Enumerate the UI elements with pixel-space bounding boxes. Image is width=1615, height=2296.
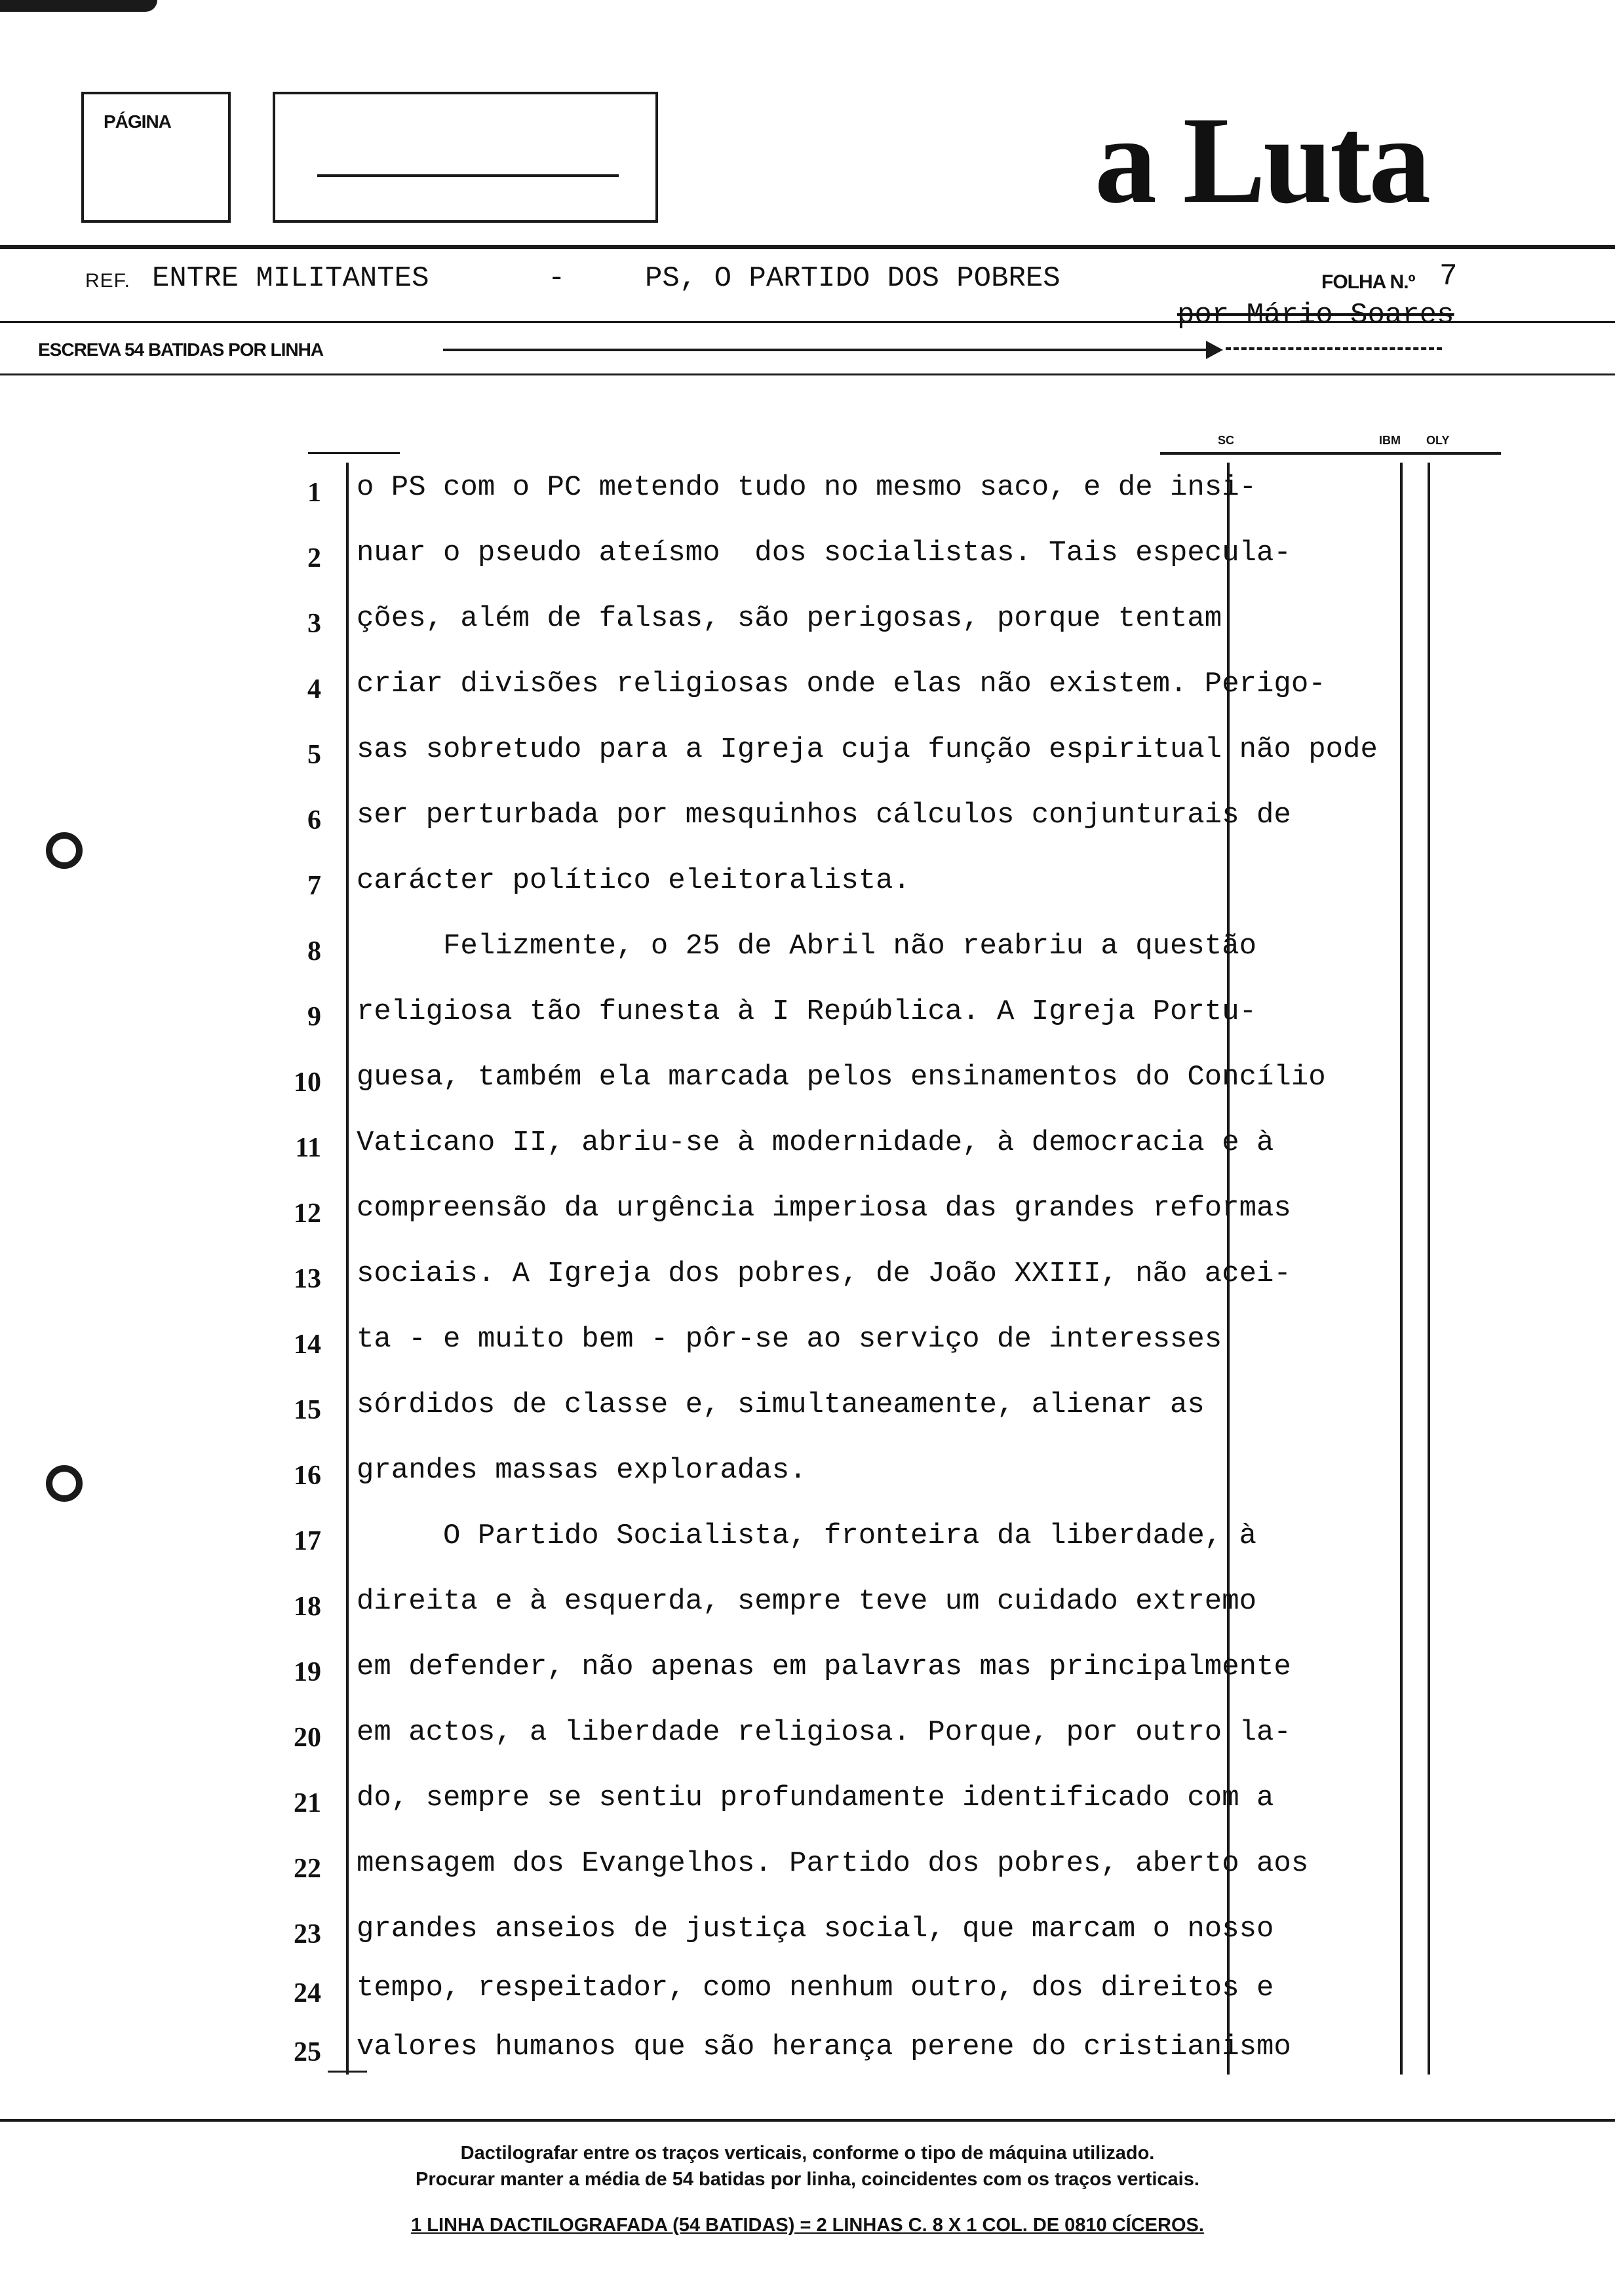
line-number: 11 (295, 1133, 321, 1163)
typed-line: mensagem dos Evangelhos. Partido dos pobres, aberto aos (357, 1847, 1309, 1880)
ruler-label-sc: SC (1218, 434, 1235, 447)
footer-line-2: Procurar manter a média de 54 batidas por linha, coincidentes com os traços verticais. (416, 2169, 1199, 2190)
instruction-arrow-head (1206, 341, 1223, 359)
typing-instruction: ESCREVA 54 BATIDAS POR LINHA (38, 339, 324, 360)
header-rule-top (0, 245, 1615, 249)
line-number: 17 (294, 1526, 321, 1556)
line-number: 8 (307, 936, 321, 966)
footer-line-3: 1 LINHA DACTILOGRAFADA (54 BATIDAS) = 2 LINHAS C. 8 X 1 COL. DE 0810 CÍCEROS. (411, 2215, 1204, 2236)
typed-line: direita e à esquerda, sempre teve um cuidado extremo (357, 1585, 1257, 1618)
line-number: 14 (294, 1330, 321, 1360)
line-number: 21 (294, 1788, 321, 1818)
header-rule-bottom (0, 373, 1615, 375)
newspaper-logo: a Luta (1095, 92, 1429, 229)
line-number: 10 (294, 1067, 321, 1098)
pagina-box (81, 92, 231, 223)
instruction-arrow-line (443, 349, 1214, 351)
line-number: 1 (307, 478, 321, 508)
typed-line (357, 539, 1291, 567)
author-byline: por Mário Soares (1177, 299, 1454, 332)
line-number: 13 (294, 1264, 321, 1294)
punch-hole-bottom (46, 1465, 83, 1502)
line-number: 15 (294, 1395, 321, 1425)
typed-line: Vaticano II, abriu-se à modernidade, à democracia e à (357, 1126, 1274, 1159)
pagina-label: PÁGINA (104, 111, 171, 132)
ref-subtitle: PS, O PARTIDO DOS POBRES (645, 262, 1060, 295)
line-number: 19 (294, 1657, 321, 1687)
line-number: 16 (294, 1461, 321, 1491)
typed-line: ta - e muito bem - pôr-se ao serviço de interesses (357, 1323, 1222, 1356)
ruler-left-bottom (328, 2071, 367, 2073)
margin-rule-ibm (1400, 463, 1403, 2075)
folha-label: FOLHA N.º (1321, 271, 1415, 293)
line-number: 23 (294, 1919, 321, 1949)
typed-line: sórdidos de classe e, simultaneamente, alienar as (357, 1388, 1205, 1421)
typed-line: o PS com o PC metendo tudo no mesmo saco, e de insi- (357, 471, 1257, 504)
footer-rule (0, 2119, 1615, 2122)
line-number: 22 (294, 1854, 321, 1884)
ref-separator: - (548, 262, 566, 295)
line-number: 4 (307, 674, 321, 704)
typed-line: Felizmente, o 25 de Abril não reabriu a questão (357, 930, 1257, 963)
typed-line: compreensão da urgência imperiosa das grandes reformas (357, 1192, 1291, 1225)
line-number: 7 (307, 871, 321, 901)
ruler-label-oly: OLY (1426, 434, 1450, 447)
typed-line: ser perturbada por mesquinhos cálculos conjunturais de (357, 799, 1291, 832)
typed-line: criar divisões religiosas onde elas não existem. Perigo- (357, 668, 1326, 700)
line-number: 6 (307, 805, 321, 835)
typed-line: em actos, a liberdade religiosa. Porque, por outro la- (357, 1716, 1291, 1749)
ref-title: ENTRE MILITANTES (152, 262, 429, 295)
line-number: 9 (307, 1002, 321, 1032)
instruction-dashed-continuation (1226, 347, 1442, 350)
line-number: 2 (307, 543, 321, 573)
footer-line-1: Dactilografar entre os traços verticais, conforme o tipo de máquina utilizado. (460, 2143, 1155, 2164)
typed-line: grandes anseios de justiça social, que marcam o nosso (357, 1913, 1274, 1945)
line-number: 25 (294, 2037, 321, 2067)
line-number: 5 (307, 740, 321, 770)
typed-line: ções, além de falsas, são perigosas, porque tentam (357, 602, 1222, 635)
line-number: 18 (294, 1592, 321, 1622)
line-number: 24 (294, 1978, 321, 2008)
typed-line: sas sobretudo para a Igreja cuja função espiritual não pode (357, 733, 1378, 766)
pagina-number-line (317, 174, 619, 177)
typed-line: grandes massas exploradas. (357, 1454, 807, 1487)
typed-line: tempo, respeitador, como nenhum outro, dos direitos e (357, 1972, 1274, 2004)
typed-line-part: nuar o pseudo ateísmo dos socialistas. Tais especula- (357, 537, 1291, 569)
margin-rule-left (346, 463, 349, 2075)
ruler-left-top (308, 452, 400, 454)
typed-line: carácter político eleitoralista. (357, 864, 910, 897)
ref-prefix: REF. (85, 270, 131, 292)
typed-line: do, sempre se sentiu profundamente identificado com a (357, 1782, 1274, 1814)
line-number: 12 (294, 1198, 321, 1229)
ruler-right-top (1160, 452, 1501, 455)
typed-line: em defender, não apenas em palavras mas principalmente (357, 1651, 1291, 1683)
punch-hole-top (46, 832, 83, 869)
typed-line: valores humanos que são herança perene do cristianismo (357, 2031, 1291, 2063)
line-number: 3 (307, 609, 321, 639)
typed-line: O Partido Socialista, fronteira da liberdade, à (357, 1520, 1257, 1552)
typed-line: sociais. A Igreja dos pobres, de João XXIII, não acei- (357, 1257, 1291, 1290)
pagina-number-box (273, 92, 658, 223)
typed-line: guesa, também ela marcada pelos ensinamentos do Concílio (357, 1061, 1326, 1094)
folha-number: 7 (1439, 259, 1458, 294)
margin-rule-oly (1428, 463, 1430, 2075)
scan-corner-mark (0, 0, 157, 12)
typed-line: religiosa tão funesta à I República. A Igreja Portu- (357, 995, 1257, 1028)
line-number: 20 (294, 1723, 321, 1753)
ruler-label-ibm: IBM (1379, 434, 1401, 447)
